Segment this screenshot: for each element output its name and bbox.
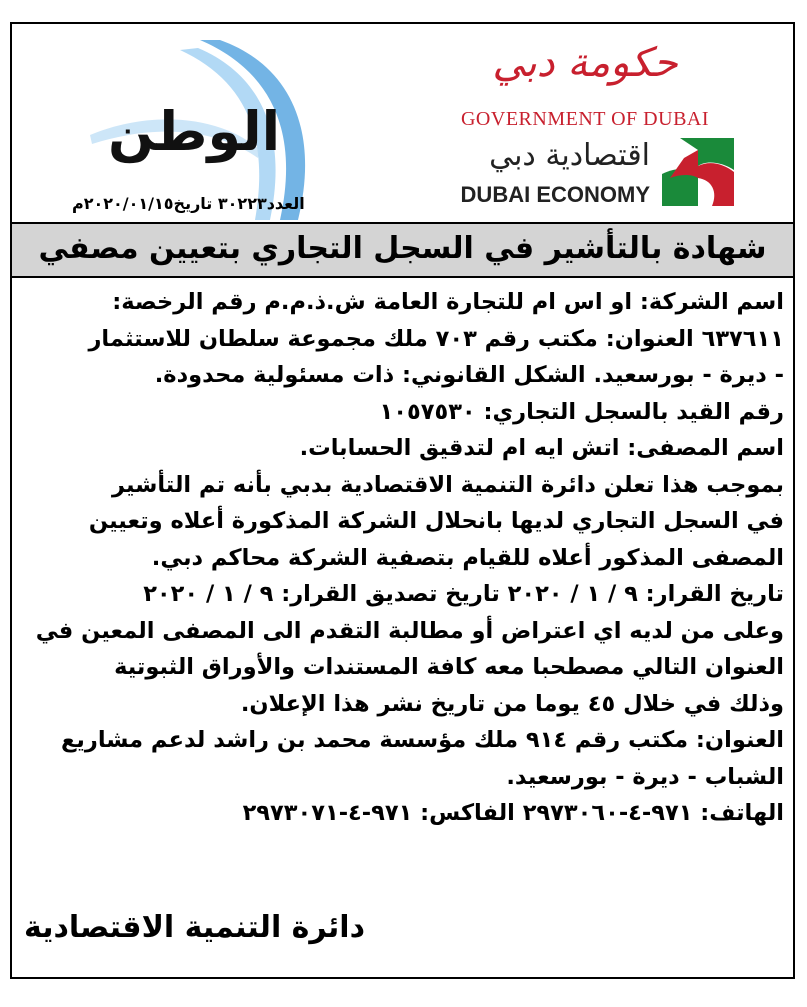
body-line: وعلى من لديه اي اعتراض أو مطالبة التقدم الى المصفى المعين في: [35, 617, 784, 644]
body-line: العنوان التالي مصطحبا معه كافة المستندات والأوراق الثبوتية: [114, 654, 784, 680]
body-line: تاريخ القرار: ٩ / ١ / ٢٠٢٠ تاريخ تصديق القرار: ٩ / ١ / ٢٠٢٠: [143, 581, 784, 607]
signature-department: دائرة التنمية الاقتصادية: [24, 910, 365, 945]
newspaper-name: الوطن: [108, 100, 281, 163]
body-line: ٦٣٧٦١١ العنوان: مكتب رقم ٧٠٣ ملك مجموعة سلطان للاستثمار: [88, 325, 784, 352]
economy-logo-english: DUBAI ECONOMY: [460, 182, 650, 207]
notice-body: [22, 284, 784, 832]
dubai-economy-logo: [410, 138, 740, 208]
body-line: رقم القيد بالسجل التجاري: ١٠٥٧٥٣٠: [379, 398, 784, 425]
government-of-dubai-logo: [440, 40, 730, 132]
newspaper-masthead: [30, 40, 320, 220]
body-line: الشباب - ديرة - بورسعيد.: [506, 763, 784, 790]
issue-line: العدد٣٠٢٢٣ تاريخ٢٠٢٠/٠١/١٥م: [72, 194, 305, 213]
body-line: المصفى المذكور أعلاه للقيام بتصفية الشركة محاكم دبي.: [151, 544, 784, 571]
body-line: في السجل التجاري لديها بانحلال الشركة المذكورة أعلاه وتعيين: [88, 508, 784, 534]
gov-logo-english: GOVERNMENT OF DUBAI: [460, 108, 710, 130]
economy-logo-arabic: اقتصادية دبي: [489, 138, 650, 173]
body-line: وذلك في خلال ٤٥ يوما من تاريخ نشر هذا الإعلان.: [240, 690, 784, 717]
gov-logo-arabic: حكومة دبي: [492, 40, 678, 86]
body-line: - ديرة - بورسعيد. الشكل القانوني: ذات مسئولية محدودة.: [154, 362, 784, 388]
dubai-economy-mark-icon: [662, 138, 734, 206]
body-line: العنوان: مكتب رقم ٩١٤ ملك مؤسسة محمد بن راشد لدعم مشاريع: [61, 727, 784, 753]
body-line: الهاتف: ٩٧١-٤-٢٩٧٣٠٦٠ الفاكس: ٩٧١-٤-٢٩٧٣٠٧١: [242, 800, 784, 826]
body-line: اسم المصفى: اتش ايه ام لتدقيق الحسابات.: [299, 435, 784, 461]
notice-title: شهادة بالتأشير في السجل التجاري بتعيين مصفي: [38, 231, 767, 266]
title-band: [12, 222, 793, 278]
body-line: بموجب هذا تعلن دائرة التنمية الاقتصادية بدبي بأنه تم التأشير: [112, 471, 784, 498]
body-line: اسم الشركة: او اس ام للتجارة العامة ش.ذ.م.م رقم الرخصة:: [112, 289, 784, 315]
